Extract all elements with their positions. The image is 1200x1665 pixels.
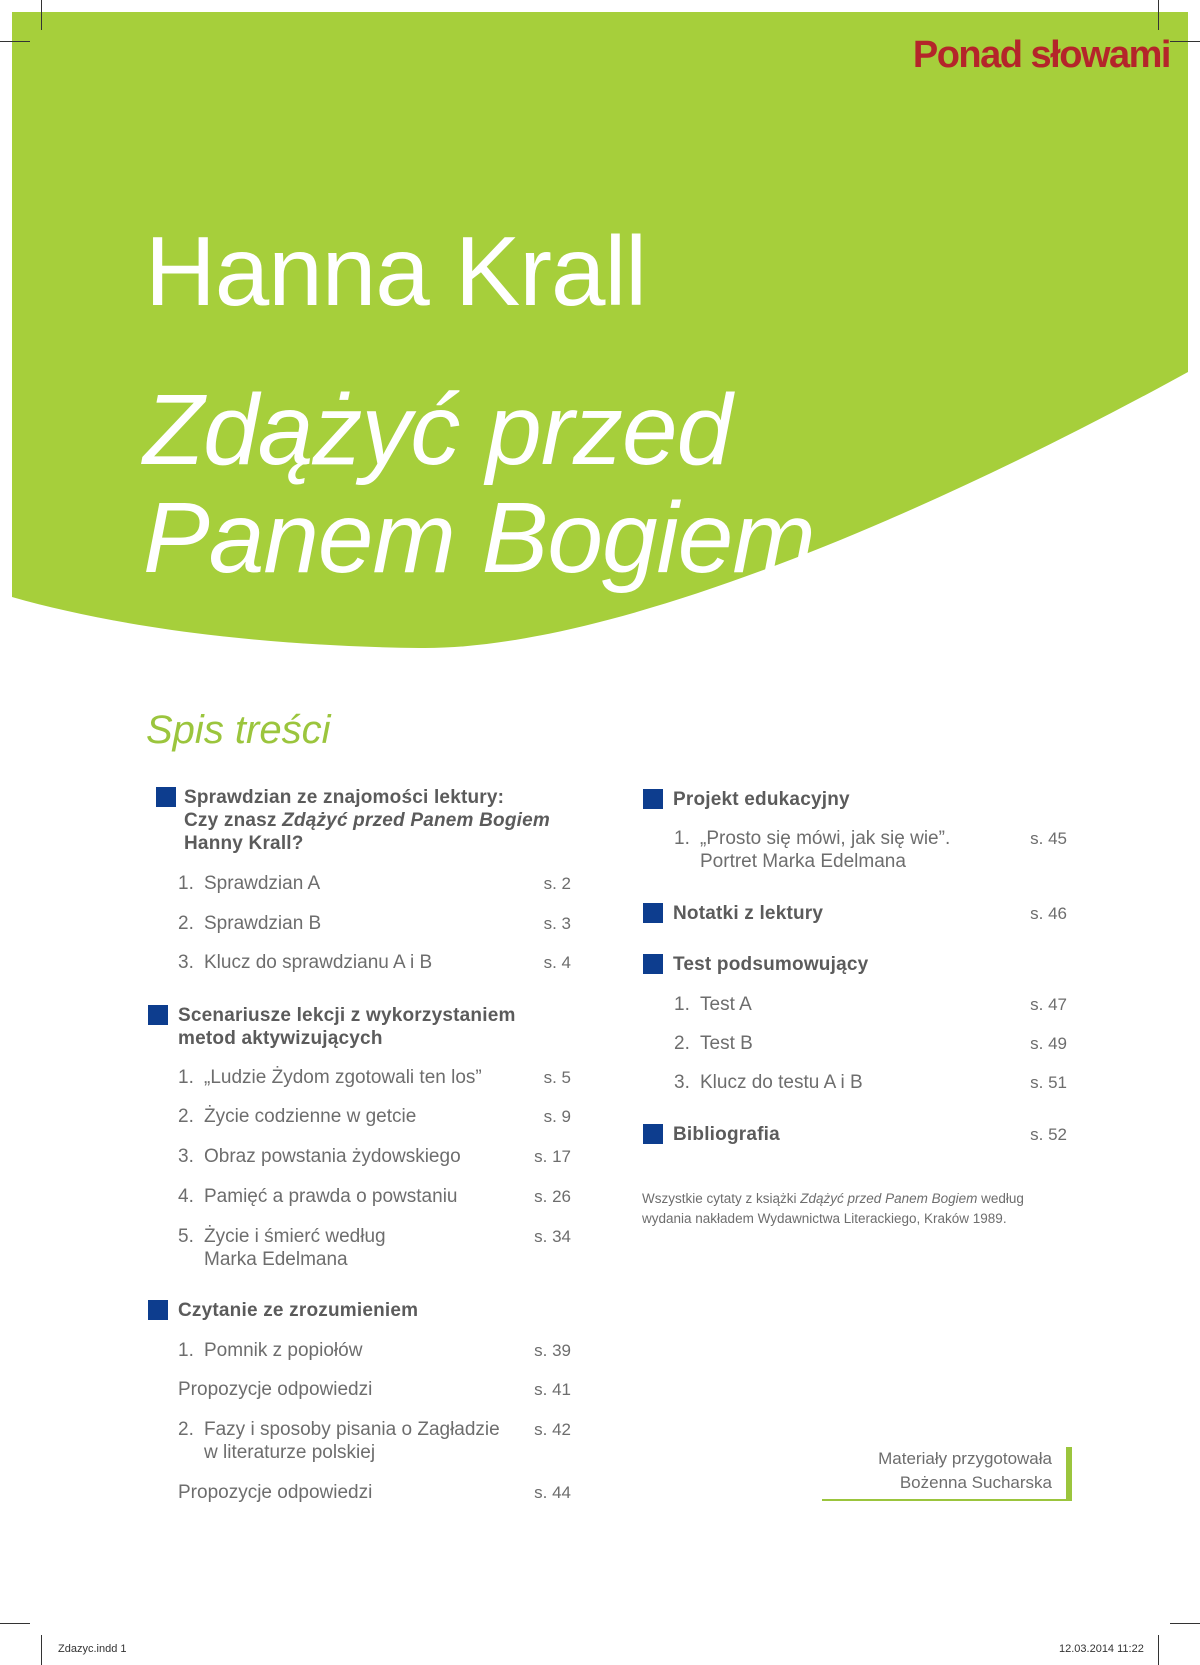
toc-item-page: s. 3 [543, 914, 571, 933]
toc-item-title: Propozycje odpowiedzi [178, 1482, 373, 1503]
toc-item-number: 3. [178, 952, 194, 973]
note-text: według [977, 1191, 1024, 1206]
toc-section-heading[interactable] [673, 953, 1033, 976]
toc-item-number: 1. [178, 1340, 194, 1361]
toc-item-title: „Prosto się mówi, jak się wie”. [700, 828, 951, 849]
section-heading-line: Projekt edukacyjny [673, 789, 850, 810]
crop-mark-bottom-left-h [0, 1623, 30, 1624]
section-heading-line: Test podsumowujący [673, 954, 869, 975]
toc-item-title: Pamięć a prawda o powstaniu [204, 1186, 458, 1207]
toc-section-heading[interactable] [178, 1299, 578, 1322]
toc-item[interactable] [178, 1339, 362, 1362]
toc-item-title: Propozycje odpowiedzi [178, 1379, 373, 1400]
citation-note [642, 1189, 1072, 1229]
toc-item[interactable] [178, 912, 321, 935]
toc-item-number: 5. [178, 1226, 194, 1247]
section-heading-line: metod aktywizujących [178, 1028, 383, 1049]
toc-item-number: 2. [674, 1033, 690, 1054]
section-marker-icon [643, 903, 663, 923]
toc-item-page: s. 46 [1030, 904, 1067, 923]
toc-item-number: 1. [178, 1067, 194, 1088]
crop-mark-bottom-left-v [41, 1635, 42, 1665]
toc-item[interactable] [178, 1105, 416, 1128]
book-title-italic: Zdążyć przed Panem Bogiem [282, 810, 550, 831]
slug-file-name: Zdazyc.indd 1 [58, 1643, 127, 1655]
toc-item[interactable] [674, 1032, 753, 1055]
toc-item-number: 1. [178, 873, 194, 894]
toc-item-title: Pomnik z popiołów [204, 1340, 363, 1361]
crop-mark-top-left-h [0, 41, 30, 42]
toc-item[interactable] [674, 827, 950, 873]
toc-item-title: Klucz do sprawdzianu A i B [204, 952, 433, 973]
section-heading-line: Bibliografia [673, 1124, 780, 1145]
toc-item[interactable] [674, 1071, 863, 1094]
toc-heading: Spis treści [146, 708, 331, 752]
toc-item[interactable] [178, 1378, 372, 1401]
section-heading-line: Czy znasz [184, 810, 283, 831]
book-title-line-1: Zdążyć przed [143, 374, 732, 486]
section-marker-icon [643, 954, 663, 974]
toc-item-page: s. 2 [543, 874, 571, 893]
toc-item[interactable] [178, 1481, 372, 1504]
toc-item-number: 3. [674, 1072, 690, 1093]
crop-mark-top-right-h [1170, 41, 1200, 42]
toc-item-number: 1. [674, 828, 690, 849]
toc-item[interactable] [178, 1185, 457, 1208]
toc-item-title: Sprawdzian A [204, 873, 321, 894]
toc-item[interactable] [178, 1418, 500, 1464]
toc-item-title: Życie codzienne w getcie [204, 1106, 417, 1127]
toc-item-page: s. 41 [534, 1380, 571, 1399]
book-title-line-2: Panem Bogiem [143, 482, 815, 594]
toc-item-title: Test B [700, 1033, 753, 1054]
toc-item-number: 2. [178, 913, 194, 934]
section-marker-icon [643, 789, 663, 809]
toc-item-page: s. 34 [534, 1227, 571, 1246]
prepared-by-name: Bożenna Sucharska [899, 1473, 1052, 1492]
section-heading-line: Sprawdzian ze znajomości lektury: [184, 787, 505, 808]
slug-timestamp: 12.03.2014 11:22 [1059, 1643, 1144, 1655]
author-name: Hanna Krall [145, 216, 647, 326]
section-heading-line: Czytanie ze zrozumieniem [178, 1300, 419, 1321]
prepared-by-label: Materiały przygotowała [878, 1449, 1052, 1468]
toc-item-number: 2. [178, 1106, 194, 1127]
note-text: Wszystkie cytaty z książki [642, 1191, 801, 1206]
toc-item-page: s. 47 [1030, 995, 1067, 1014]
toc-item-page: s. 17 [534, 1147, 571, 1166]
section-marker-icon [643, 1124, 663, 1144]
toc-item-title-cont: Portret Marka Edelmana [700, 851, 906, 872]
section-marker-icon [148, 1300, 168, 1320]
toc-item-title: Obraz powstania żydowskiego [204, 1146, 461, 1167]
toc-item[interactable] [178, 872, 320, 895]
section-heading-line: Notatki z lektury [673, 903, 824, 924]
toc-item-page: s. 9 [543, 1107, 571, 1126]
toc-section-heading[interactable] [178, 1004, 578, 1050]
toc-item[interactable] [178, 1225, 386, 1271]
toc-item-title: Test A [700, 994, 752, 1015]
toc-item[interactable] [178, 951, 432, 974]
note-text: wydania nakładem Wydawnictwa Literackiego, Kraków 1989. [642, 1211, 1007, 1226]
toc-item-title-cont: Marka Edelmana [204, 1249, 348, 1270]
toc-item-title: „Ludzie Żydom zgotowali ten los” [204, 1067, 482, 1088]
toc-item-title: Fazy i sposoby pisania o Zagładzie [204, 1419, 500, 1440]
toc-item-number: 2. [178, 1419, 194, 1440]
toc-item-number: 1. [674, 994, 690, 1015]
toc-item-title: Sprawdzian B [204, 913, 322, 934]
toc-item-page: s. 44 [534, 1483, 571, 1502]
brand-logo: Ponad słowami [912, 34, 1170, 76]
section-marker-icon [148, 1005, 168, 1025]
prepared-by-box [822, 1447, 1072, 1501]
toc-item-page: s. 52 [1030, 1125, 1067, 1144]
toc-section-heading[interactable] [673, 788, 1033, 811]
toc-item[interactable] [178, 1145, 461, 1168]
crop-mark-top-right-v [1158, 0, 1159, 30]
section-marker-icon [156, 787, 176, 807]
toc-item-page: s. 26 [534, 1187, 571, 1206]
note-book-title: Zdążyć przed Panem Bogiem [800, 1191, 978, 1206]
crop-mark-bottom-right-v [1158, 1635, 1159, 1665]
toc-item-title: Klucz do testu A i B [700, 1072, 863, 1093]
toc-item-title-cont: w literaturze polskiej [204, 1442, 376, 1463]
toc-item[interactable] [178, 1066, 482, 1089]
toc-item-page: s. 45 [1030, 829, 1067, 848]
toc-item-page: s. 49 [1030, 1034, 1067, 1053]
toc-section-heading[interactable] [184, 786, 584, 855]
toc-item-page: s. 42 [534, 1420, 571, 1439]
toc-section-heading[interactable] [673, 902, 973, 925]
toc-item-page: s. 39 [534, 1341, 571, 1360]
toc-item-page: s. 51 [1030, 1073, 1067, 1092]
toc-section-heading[interactable] [673, 1123, 973, 1146]
toc-item-title: Życie i śmierć według [204, 1226, 386, 1247]
section-heading-line: Hanny Krall? [184, 833, 304, 854]
toc-item-number: 4. [178, 1186, 194, 1207]
toc-item[interactable] [674, 993, 752, 1016]
crop-mark-bottom-right-h [1170, 1623, 1200, 1624]
toc-item-number: 3. [178, 1146, 194, 1167]
section-heading-line: Scenariusze lekcji z wykorzystaniem [178, 1005, 516, 1026]
crop-mark-top-left-v [41, 0, 42, 30]
toc-item-page: s. 5 [543, 1068, 571, 1087]
toc-item-page: s. 4 [543, 953, 571, 972]
